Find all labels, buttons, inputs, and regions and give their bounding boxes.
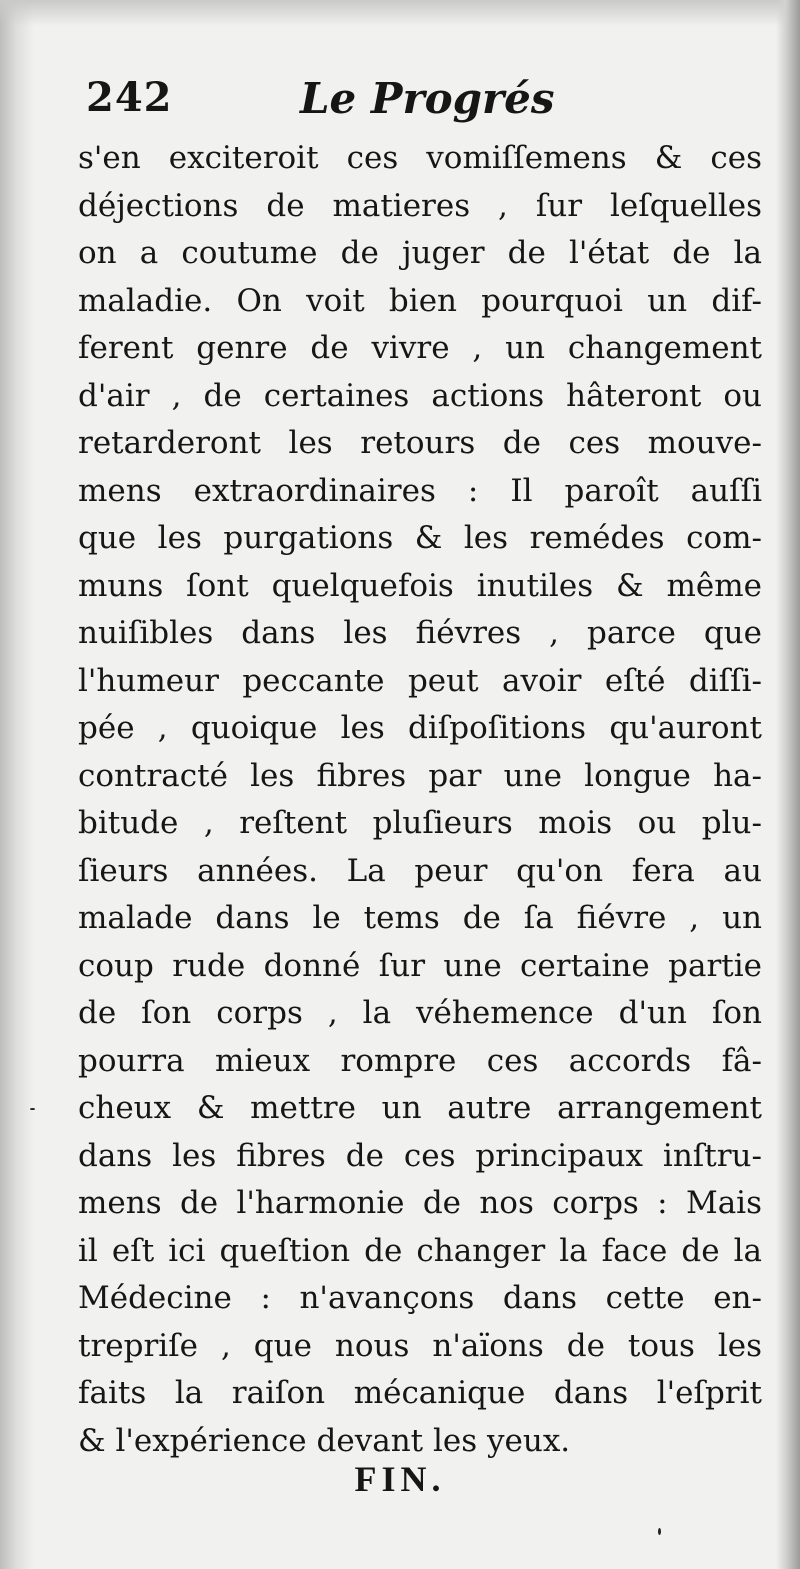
- running-title: Le Progrés: [300, 74, 555, 123]
- page-header: [86, 74, 706, 134]
- text-line: faits la raiſon mécanique dans l'eſprit: [78, 1375, 762, 1411]
- body-text: [78, 135, 762, 1465]
- text-line: ferent genre de vivre , un changement: [78, 330, 762, 366]
- text-line: déjections de matieres , ſur leſquelles: [78, 187, 762, 224]
- gutter-shadow: [0, 0, 34, 1569]
- text-line: on a coutume de juger de l'état de la: [78, 235, 762, 271]
- text-line: maladie. On voit bien pourquoi un dif-: [78, 282, 762, 319]
- page-edge: [776, 0, 800, 1569]
- text-line: ſieurs années. La peur qu'on fera au: [78, 852, 762, 889]
- text-line: pourra mieux rompre ces accords fâ-: [78, 1042, 762, 1079]
- text-line: dans les fibres de ces principaux inſtru-: [78, 1137, 762, 1174]
- end-mark: FIN.: [354, 1459, 446, 1499]
- text-line: que les purgations & les remédes com-: [78, 520, 762, 556]
- text-line: malade dans le tems de ſa fiévre , un: [78, 900, 762, 936]
- text-line: s'en exciteroit ces vomiſſemens & ces: [78, 140, 762, 176]
- text-line: contracté les fibres par une longue ha-: [78, 757, 762, 794]
- text-line: de ſon corps , la véhemence d'un ſon: [78, 995, 762, 1031]
- text-line: il eſt ici queſtion de changer la face de la: [78, 1232, 762, 1269]
- text-line: cheux & mettre un autre arrangement: [78, 1090, 762, 1126]
- text-line: nuiſibles dans les fiévres , parce que: [78, 615, 762, 651]
- text-line: coup rude donné ſur une certaine partie: [78, 947, 762, 984]
- ink-speck: [658, 1528, 661, 1535]
- text-line: mens extraordinaires : Il paroît auſſi: [78, 472, 762, 509]
- text-line: l'humeur peccante peut avoir eſté diſſi-: [78, 662, 762, 699]
- text-line: Médecine : n'avançons dans cette en-: [78, 1280, 762, 1316]
- ink-speck: [30, 1108, 35, 1110]
- text-line: pée , quoique les diſpoſitions qu'auront: [78, 710, 762, 746]
- text-line: trepriſe , que nous n'aïons de tous les: [78, 1327, 762, 1364]
- text-line: & l'expérience devant les yeux.: [78, 1422, 571, 1459]
- text-line: mens de l'harmonie de nos corps : Mais: [78, 1185, 762, 1221]
- text-line: d'air , de certaines actions hâteront ou: [78, 377, 762, 414]
- top-shadow: [0, 0, 800, 26]
- page-number: 242: [86, 74, 173, 121]
- text-line: muns ſont quelquefois inutiles & même: [78, 567, 762, 604]
- text-line: bitude , reſtent pluſieurs mois ou plu-: [78, 805, 762, 841]
- text-line: retarderont les retours de ces mouve-: [78, 425, 762, 461]
